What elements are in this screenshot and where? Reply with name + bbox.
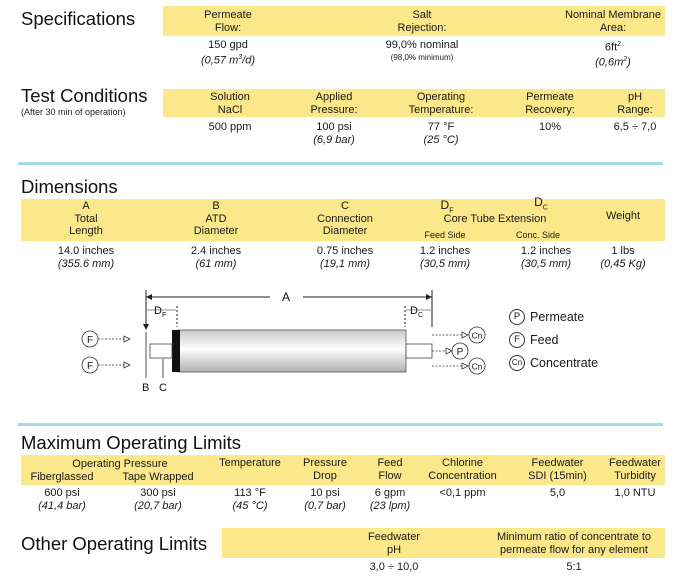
other-limits-title: Other Operating Limits (21, 533, 208, 554)
feed-inlet-bottom (82, 357, 130, 373)
concentrate-outlet-bottom (432, 358, 485, 374)
test-ph-value: 6,5 ÷ 7,0 (613, 121, 657, 133)
permeate-outlet (432, 343, 468, 359)
max-tape-header: Tape Wrapped (122, 471, 194, 483)
feed-inlet-top (82, 331, 130, 347)
dim-b-header: B ATD Diameter (193, 200, 239, 237)
label-a: A (281, 290, 291, 304)
conc-core-tube (406, 344, 432, 358)
test-recovery-value: 10% (538, 121, 562, 133)
section-divider-2 (18, 423, 663, 426)
permeate-symbol-icon: P (509, 309, 525, 325)
max-temperature-header: Temperature (219, 457, 281, 469)
max-feed-flow-value: 6 gpm (23 lpm) (369, 487, 411, 512)
other-ph-header: Feedwater pH (368, 531, 420, 556)
other-ph-value: 3,0 ÷ 10,0 (369, 561, 419, 573)
spec-permeate-flow-header: Permeate Flow: (204, 9, 252, 34)
spec-salt-rejection-value: 99,0% nominal (98,0% minimum) (385, 39, 459, 62)
max-pressure-drop-header: Pressure Drop (302, 457, 348, 482)
label-b: B (142, 382, 150, 394)
max-temperature-value: 113 °F (45 °C) (232, 487, 268, 512)
concentrate-outlet-top (432, 327, 485, 343)
dim-weight-header: Weight (605, 210, 641, 222)
max-fiberglassed-header: Fiberglassed (30, 471, 94, 483)
dim-c-header: C Connection Diameter (317, 200, 373, 237)
test-pressure-value: 100 psi (6,9 bar) (313, 121, 355, 146)
svg-text:F: F (86, 335, 94, 346)
other-ratio-header: Minimum ratio of concentrate to permeate flow for any element (496, 531, 652, 556)
df-marker (147, 305, 176, 319)
max-turbidity-header: Feedwater Turbidity (609, 457, 661, 482)
other-ratio-value: 5:1 (566, 561, 582, 573)
arrow-a-left (146, 294, 152, 300)
test-ph-header: pH Range: (617, 91, 653, 116)
dim-dc-header: Conc. Side (515, 230, 561, 240)
dim-df-value: 1.2 inches (30,5 mm) (419, 245, 471, 270)
max-tape-value: 300 psi (20,7 bar) (134, 487, 182, 512)
arrow-a-right (426, 294, 432, 300)
dim-df-letter: $D_F$ (440, 198, 454, 215)
dim-df-header: Feed Side (424, 230, 466, 240)
membrane-diagram (0, 280, 500, 400)
max-limits-title: Maximum Operating Limits (21, 432, 242, 453)
max-pressure-drop-value: 10 psi (0,7 bar) (304, 487, 346, 512)
max-sdi-value: 5,0 (549, 487, 566, 499)
membrane-tube (178, 330, 406, 372)
dim-c-value: 0.75 inches (19,1 mm) (316, 245, 374, 270)
svg-text:Cn: Cn (471, 330, 483, 341)
test-conditions-subtitle: (After 30 min of operation) (21, 107, 126, 117)
dim-core-tube-label: Core Tube Extension (443, 213, 547, 225)
test-pressure-header: Applied Pressure: (310, 91, 358, 116)
svg-text:DC: $D_C$ (410, 305, 424, 319)
max-chlorine-value: <0,1 ppm (439, 487, 486, 499)
svg-text:Cn: Cn (471, 361, 483, 372)
dim-a-header: A Total Length (69, 200, 103, 237)
spec-salt-rejection-header: Salt Rejection: (397, 9, 447, 34)
dc-marker (406, 305, 431, 319)
dim-a-value: 14.0 inches (355.6 mm) (57, 245, 115, 270)
test-temperature-value: 77 °F (25 °C) (423, 121, 459, 146)
svg-text:F: F (86, 361, 94, 372)
spec-membrane-area-header: Nominal Membrane Area: (565, 9, 661, 34)
feed-core-tube (150, 344, 172, 358)
legend-feed: F Feed (509, 332, 559, 348)
dim-dc-letter: $D_C$ (534, 195, 548, 212)
arrow-b-top (143, 324, 149, 330)
test-conditions-title: Test Conditions (21, 85, 148, 106)
legend-concentrate: Cn Concentrate (509, 355, 598, 371)
dim-weight-value: 1 lbs (0,45 Kg) (600, 245, 646, 270)
legend-permeate: P Permeate (509, 309, 584, 325)
label-c: C (159, 382, 167, 394)
feed-symbol-icon: F (509, 332, 525, 348)
max-op-pressure-header: Operating Pressure (72, 458, 168, 470)
svg-text:P: P (456, 347, 464, 358)
test-solution-value: 500 ppm (208, 121, 252, 133)
max-sdi-header: Feedwater SDI (15min) (528, 457, 587, 482)
specifications-title: Specifications (21, 8, 136, 29)
svg-text:DF: $D_F$ (154, 305, 167, 319)
test-recovery-header: Permeate Recovery: (525, 91, 575, 116)
concentrate-symbol-icon: Cn (509, 355, 525, 371)
max-chlorine-header: Chlorine Concentration (428, 457, 497, 482)
section-divider (18, 162, 663, 165)
spec-membrane-area-value: $6ft^2$ $(0,6m^2)$ (595, 41, 631, 69)
max-turbidity-value: 1,0 NTU (614, 487, 656, 499)
max-fiberglassed-value: 600 psi (41,4 bar) (38, 487, 86, 512)
test-temperature-header: Operating Temperature: (408, 91, 474, 116)
spec-permeate-flow-value: 150 gpd (0,57 $m^3/d$) (200, 39, 256, 67)
dim-dc-value: 1.2 inches (30,5 mm) (520, 245, 572, 270)
test-solution-header: Solution NaCl (210, 91, 250, 116)
max-feed-flow-header: Feed Flow (377, 457, 403, 482)
feed-end-cap (172, 330, 180, 372)
dim-b-value: 2.4 inches (61 mm) (190, 245, 242, 270)
dimensions-title: Dimensions (21, 176, 118, 197)
